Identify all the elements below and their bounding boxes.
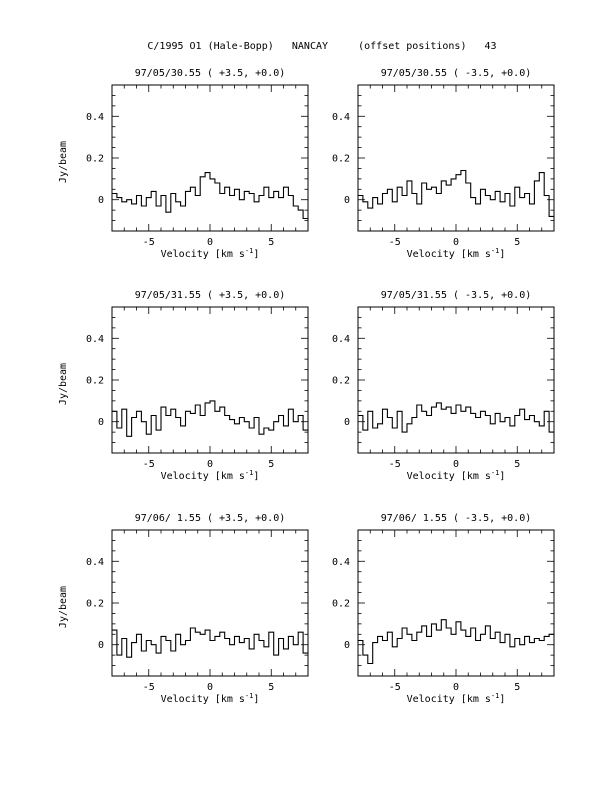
x-tick-label: 0 xyxy=(206,237,214,248)
y-tick-label: 0 xyxy=(343,195,350,207)
x-axis-label-end: ] xyxy=(253,249,260,260)
x-axis-label xyxy=(407,469,506,482)
spectrum-line xyxy=(112,173,308,219)
y-tick-label: 0.4 xyxy=(85,556,104,568)
x-tick-label: 0 xyxy=(452,237,460,248)
y-tick-label: 0.2 xyxy=(85,153,104,165)
x-tick-label: 0 xyxy=(452,459,460,470)
spectrum-line xyxy=(358,403,554,432)
spectrum-panel-5 xyxy=(58,513,308,705)
x-tick-label: 5 xyxy=(268,682,275,693)
spectrum-panel-6 xyxy=(332,513,554,705)
plot-frame xyxy=(358,530,554,676)
x-axis-label xyxy=(407,692,506,705)
x-axis-label-main: Velocity [km s xyxy=(406,249,491,260)
x-tick-label: 0 xyxy=(206,682,214,693)
x-tick-label: -5 xyxy=(142,682,155,693)
spectrum-line xyxy=(112,401,308,436)
x-axis-label-main: Velocity [km s xyxy=(160,249,245,260)
x-axis-label-sup: -1 xyxy=(490,692,500,700)
panel-title: 97/05/31.55 ( -3.5, +0.0) xyxy=(380,290,532,301)
x-tick-label: 5 xyxy=(268,459,275,470)
spectrum-line xyxy=(358,620,554,664)
x-axis-label xyxy=(161,247,260,260)
x-axis-label-main: Velocity [km s xyxy=(406,694,491,705)
y-tick-label: 0.4 xyxy=(85,111,104,123)
x-tick-label: -5 xyxy=(388,459,401,470)
x-axis-label-end: ] xyxy=(253,471,260,482)
y-tick-label: 0.4 xyxy=(331,556,350,568)
spectrum-line xyxy=(112,628,308,657)
x-tick-label: -5 xyxy=(388,237,401,248)
y-tick-label: 0.2 xyxy=(331,153,350,165)
y-tick-label: 0 xyxy=(97,640,104,652)
x-tick-label: -5 xyxy=(142,237,155,248)
y-tick-label: 0.2 xyxy=(85,598,104,610)
x-tick-label: 5 xyxy=(514,682,521,693)
plot-frame xyxy=(358,307,554,453)
x-axis-label xyxy=(161,692,260,705)
y-tick-label: 0.4 xyxy=(331,111,350,123)
panel-title: 97/06/ 1.55 ( -3.5, +0.0) xyxy=(380,513,532,524)
plot-frame xyxy=(112,307,308,453)
y-tick-label: 0.2 xyxy=(331,598,350,610)
x-axis-label-sup: -1 xyxy=(490,247,500,255)
x-tick-label: -5 xyxy=(388,682,401,693)
x-axis-label-sup: -1 xyxy=(490,469,500,477)
panel-title: 97/05/30.55 ( -3.5, +0.0) xyxy=(380,68,532,79)
y-axis-label: Jy/beam xyxy=(58,140,69,184)
x-axis-label xyxy=(161,469,260,482)
x-axis-label-sup: -1 xyxy=(244,247,254,255)
x-tick-label: 5 xyxy=(514,459,521,470)
x-tick-label: 0 xyxy=(452,682,460,693)
spectrum-panel-4 xyxy=(332,290,554,482)
x-axis-label-end: ] xyxy=(253,694,260,705)
spectrum-panel-1 xyxy=(58,68,308,260)
x-axis-label-main: Velocity [km s xyxy=(406,471,491,482)
y-tick-label: 0 xyxy=(97,195,104,207)
x-tick-label: 5 xyxy=(514,237,521,248)
page-header: C/1995 O1 (Hale-Bopp) NANCAY (offset positions) 43 xyxy=(147,41,497,52)
y-tick-label: 0.2 xyxy=(85,375,104,387)
spectrum-panel-2 xyxy=(332,68,554,260)
panel-title: 97/05/30.55 ( +3.5, +0.0) xyxy=(134,68,286,79)
x-tick-label: -5 xyxy=(142,459,155,470)
x-axis-label-main: Velocity [km s xyxy=(160,694,245,705)
y-tick-label: 0.4 xyxy=(85,333,104,345)
x-axis-label-end: ] xyxy=(499,471,506,482)
x-tick-label: 0 xyxy=(206,459,214,470)
x-axis-label-end: ] xyxy=(499,694,506,705)
y-tick-label: 0 xyxy=(97,417,104,429)
x-axis-label-main: Velocity [km s xyxy=(160,471,245,482)
x-axis-label-sup: -1 xyxy=(244,469,254,477)
panel-title: 97/06/ 1.55 ( +3.5, +0.0) xyxy=(134,513,286,524)
y-tick-label: 0.4 xyxy=(331,333,350,345)
panel-title: 97/05/31.55 ( +3.5, +0.0) xyxy=(134,290,286,301)
spectrum-panel-3 xyxy=(58,290,308,482)
x-tick-label: 5 xyxy=(268,237,275,248)
x-axis-label-sup: -1 xyxy=(244,692,254,700)
x-axis-label xyxy=(407,247,506,260)
y-axis-label: Jy/beam xyxy=(58,362,69,406)
spectrum-line xyxy=(358,171,554,217)
x-axis-label-end: ] xyxy=(499,249,506,260)
plot-frame xyxy=(112,85,308,231)
panel-grid xyxy=(58,68,554,705)
y-tick-label: 0 xyxy=(343,640,350,652)
y-tick-label: 0.2 xyxy=(331,375,350,387)
plot-frame xyxy=(358,85,554,231)
y-tick-label: 0 xyxy=(343,417,350,429)
y-axis-label: Jy/beam xyxy=(58,585,69,629)
